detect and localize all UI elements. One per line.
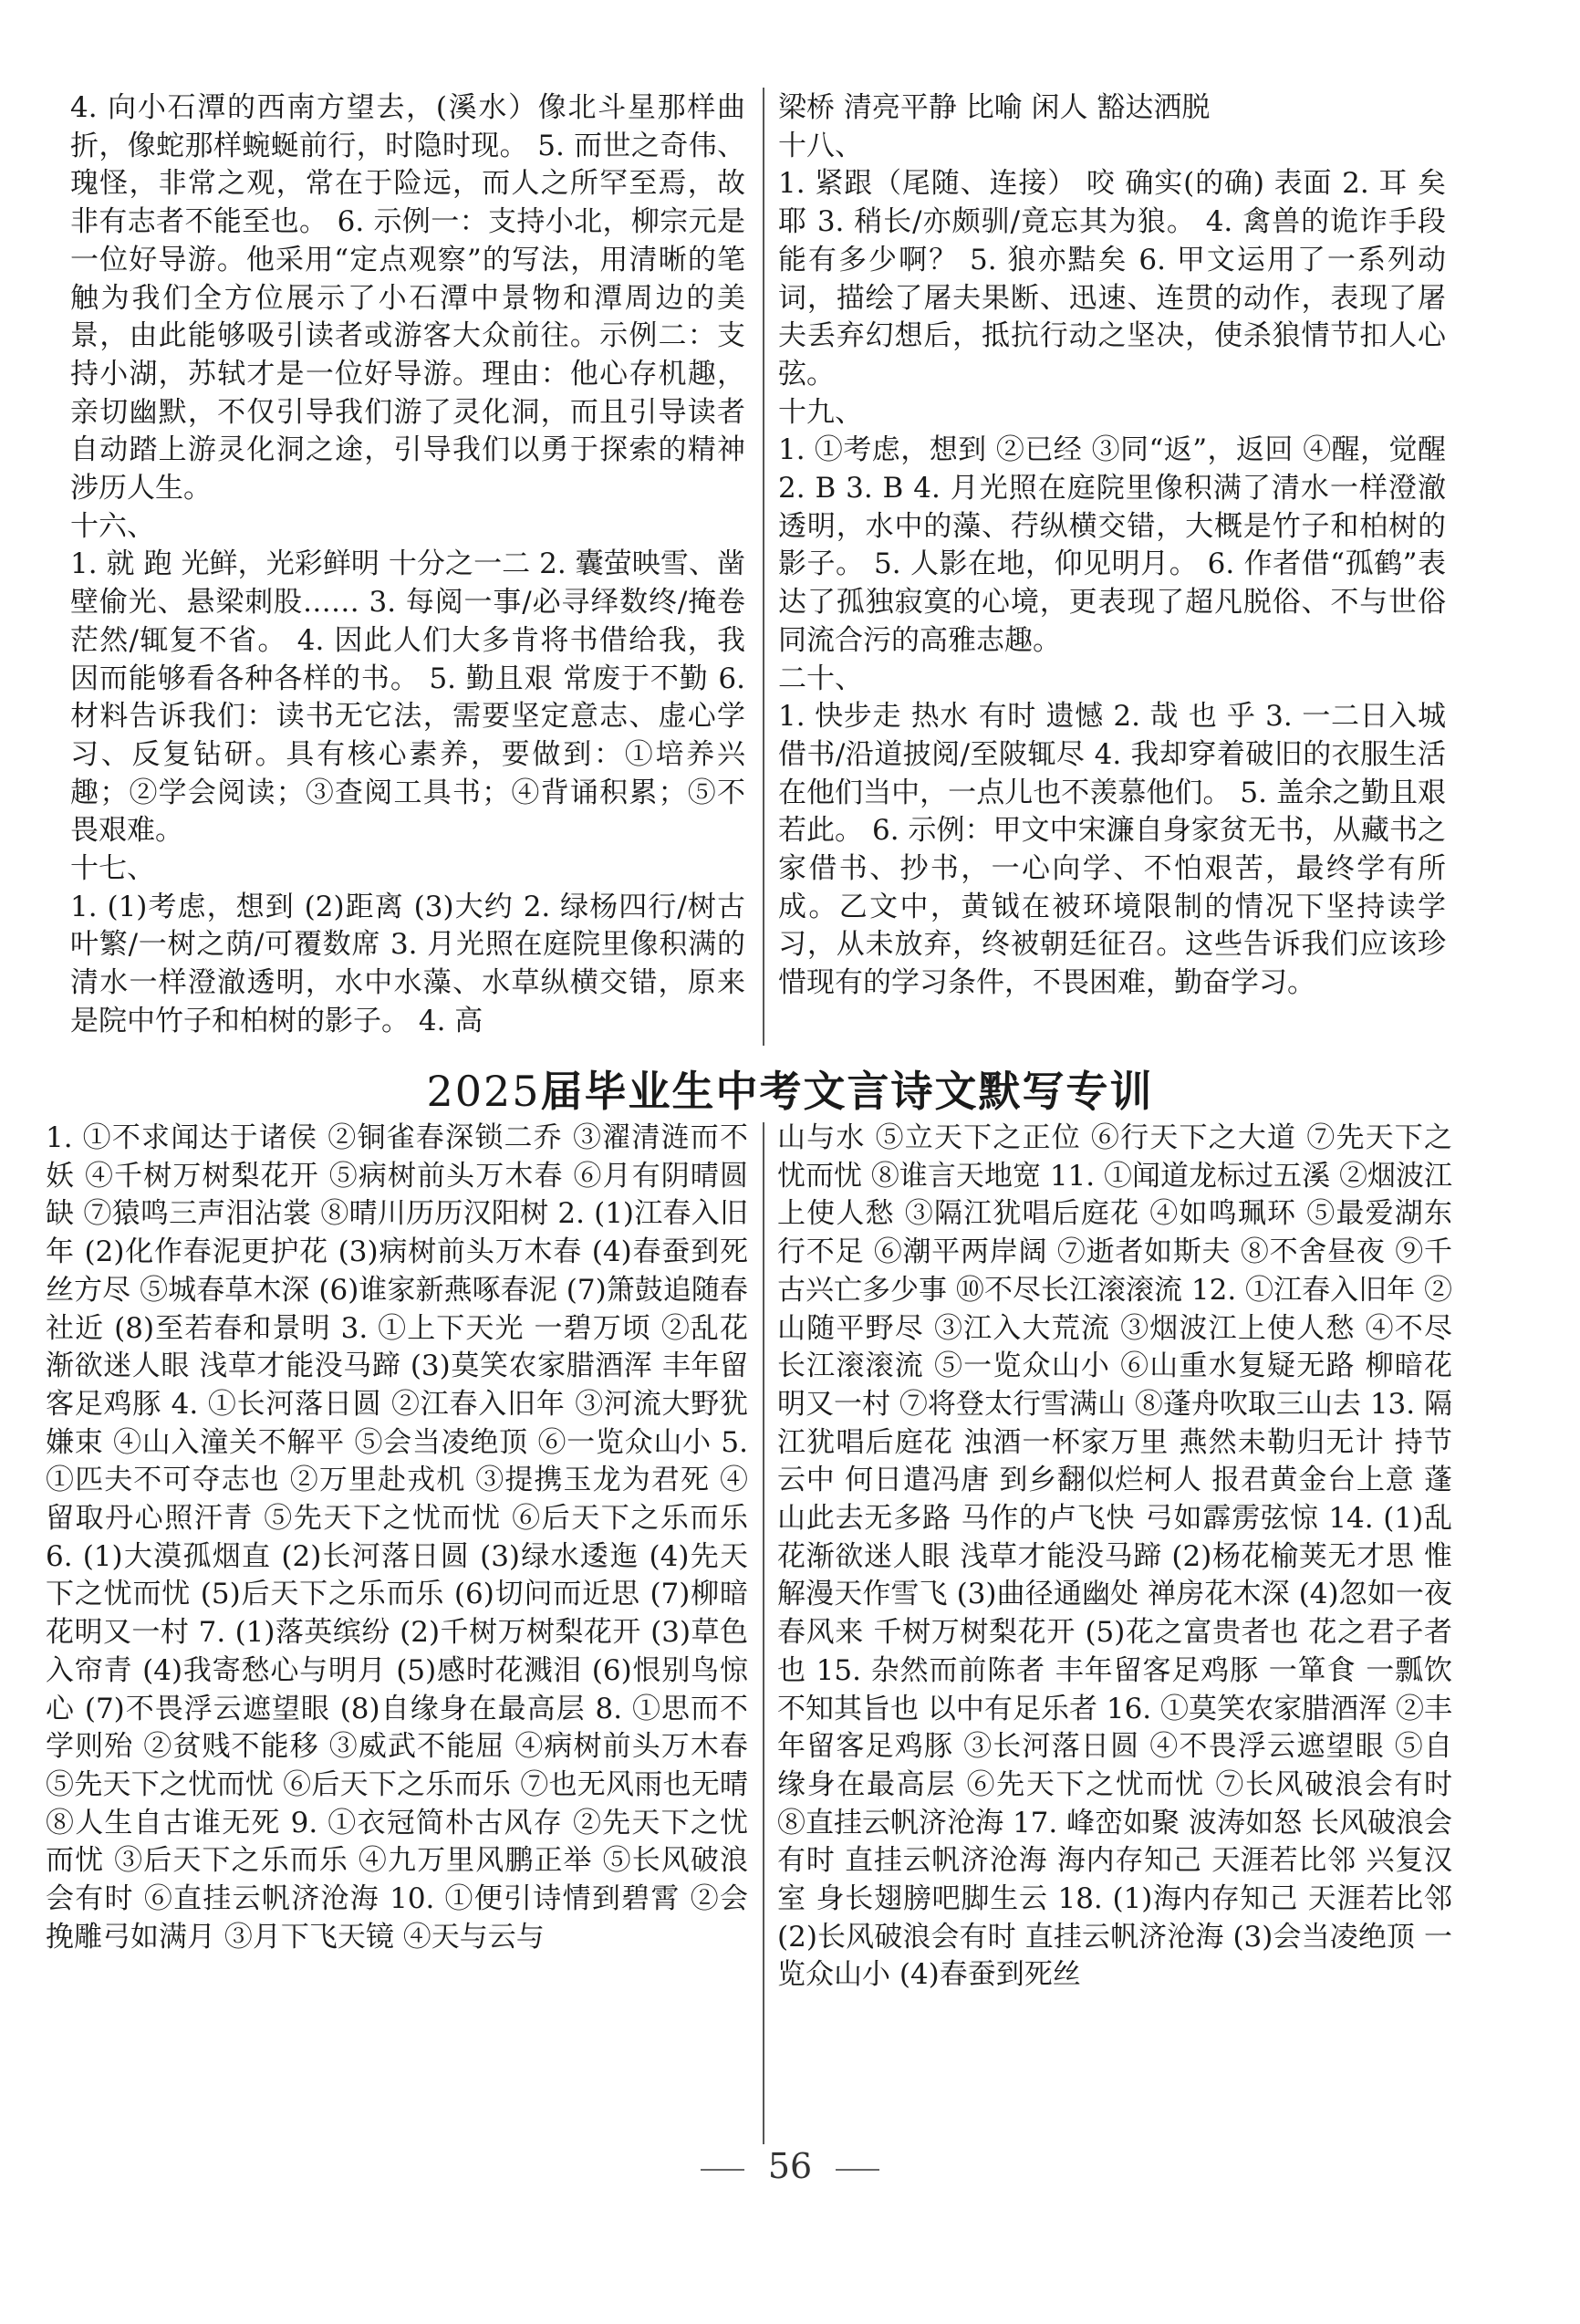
answer-block-16: 1. 就 跑 光鲜，光彩鲜明 十分之一二 2. 囊萤映雪、凿壁偷光、悬梁刺股…… 3. 每阅一事/必寻绎数终/掩卷茫然/辄复不省。 4. 因此人们大多肯将书借给我，我因而能够看各种各样的书。 5. 勤且艰 常废于不勤 6. 材料告诉我们：读书无它法，需要坚定意志、虚心学习、反复钻研。具有核心素养，要做到：①培养兴趣；②学会阅读；③查阅工具书；④背诵积累；⑤不畏艰难。 (70, 547, 745, 848)
answer-block-15-tail: 4. 向小石潭的西南方望去，(溪水）像北斗星那样曲折，像蛇那样蜿蜒前行，时隐时现。 5. 而世之奇伟、瑰怪，非常之观，常在于险远，而人之所罕至焉，故非有志者不能至也。 6. 示例一：支持小北，柳宗元是一位好导游。他采用“定点观察”的写法，用清晰的笔触为我们全方位展示了小石潭中景物和潭周边的美景，由此能够吸引读者或游客大众前往。示例二：支持小湖，苏轼才是一位好导游。理由：他心存机趣，亲切幽默，不仅引导我们游了灵化洞，而且引导读者自动踏上游灵化洞之途，引导我们以勇于探索的精神涉历人生。 (70, 91, 745, 505)
dictation-answers-left: 1. ①不求闻达于诸侯 ②铜雀春深锁二乔 ③濯清涟而不妖 ④千树万树梨花开 ⑤病树前头万木春 ⑥月有阴晴圆缺 ⑦猿鸣三声泪沾裳 ⑧晴川历历汉阳树 2. (1)江春入旧年 (2)化作春泥更护花 (3)病树前头万木春 (4)春蚕到死丝方尽 ⑤城春草木深 (6)谁家新燕啄春泥 (7)箫鼓追随春社近 (8)至若春和景明 3. ①上下天光 一碧万顷 ②乱花渐欲迷人眼 浅草才能没马蹄 (3)莫笑农家腊酒浑 丰年留客足鸡豚 4. ①长河落日圆 ②江春入旧年 ③河流大野犹嫌束 ④山入潼关不解平 ⑤会当凌绝顶 ⑥一览众山小 5. ①匹夫不可夺志也 ②万里赴戎机 ③提携玉龙为君死 ④留取丹心照汗青 ⑤先天下之忧而忧 ⑥后天下之乐而乐 6. (1)大漠孤烟直 (2)长河落日圆 (3)绿水逶迤 (4)先天下之忧而忧 (5)后天下之乐而乐 (6)切问而近思 (7)柳暗花明又一村 7. (1)落英缤纷 (2)千树万树梨花开 (3)草色入帘青 (4)我寄愁心与明月 (5)感时花溅泪 (6)恨别鸟惊心 (7)不畏浮云遮望眼 (8)自缘身在最高层 8. ①思而不学则殆 ②贫贱不能移 ③威武不能屈 ④病树前头万木春 ⑤先天下之忧而忧 ⑥后天下之乐而乐 ⑦也无风雨也无晴 ⑧人生自古谁无死 9. ①衣冠简朴古风存 ②先天下之忧而忧 ③后天下之乐而乐 ④九万里风鹏正举 ⑤长风破浪会有时 ⑥直挂云帆济沧海 10. ①便引诗情到碧霄 ②会挽雕弓如满月 ③月下飞天镜 ④天与云与 (46, 1121, 748, 1954)
section-heading-16: 十六、 (70, 509, 155, 543)
section-heading-19: 十九、 (778, 395, 863, 429)
bottom-right-column (777, 1120, 1452, 1995)
top-left-column (70, 89, 745, 1041)
footer-dash-right (836, 2169, 879, 2171)
column-divider-top (763, 88, 764, 1046)
title-year: 2025 (426, 1067, 541, 1116)
answer-block-19: 1. ①考虑，想到 ②已经 ③同“返”，返回 ④醒，觉醒 2. B 3. B 4. 月光照在庭院里像积满了清水一样澄澈透明，水中的藻、荇纵横交错，大概是竹子和柏树的影子。 5. 人影在地，仰见明月。 6. 作者借“孤鹤”表达了孤独寂寞的心境，更表现了超凡脱俗、不与世俗同流合污的高雅志趣。 (778, 433, 1446, 657)
column-divider-bottom (763, 1122, 764, 2144)
answer-block-17: 1. (1)考虑，想到 (2)距离 (3)大约 2. 绿杨四行/树古叶繁/一树之荫/可覆数席 3. 月光照在庭院里像积满的清水一样澄澈透明，水中水藻、水草纵横交错，原来是院中竹子和柏树的影子。 4. 高 (70, 890, 745, 1037)
answer-block-20: 1. 快步走 热水 有时 遗憾 2. 哉 也 乎 3. 一二日入城借书/沿道披阅/至陂辄尽 4. 我却穿着破旧的衣服生活在他们当中，一点儿也不羡慕他们。 5. 盖余之勤且艰若此。 6. 示例：甲文中宋濂自身家贫无书，从藏书之家借书、抄书，一心向学、不怕艰苦，最终学有所成。乙文中，黄钺在被环境限制的情况下坚持读学习，从未放弃，终被朝廷征召。这些告诉我们应该珍惜现有的学习条件，不畏困难，勤奋学习。 (778, 700, 1446, 1000)
page-title (0, 1058, 1580, 1119)
footer-dash-left (701, 2169, 744, 2171)
bottom-left-column (46, 1120, 748, 1956)
answer-block-18: 1. 紧跟（尾随、连接） 咬 确实(的确) 表面 2. 耳 矣 耶 3. 稍长/亦颇驯/竟忘其为狼。 4. 禽兽的诡诈手段能有多少啊？ 5. 狼亦黠矣 6. 甲文运用了一系列动词，描绘了屠夫果断、迅速、连贯的动作，表现了屠夫丢弃幻想后，抵抗行动之坚决，使杀狼情节扣人心弦。 (778, 167, 1446, 391)
section-heading-20: 二十、 (778, 662, 863, 695)
page-number: 56 (767, 2146, 813, 2186)
dictation-answers-right: 山与水 ⑤立天下之正位 ⑥行天下之大道 ⑦先天下之忧而忧 ⑧谁言天地宽 11. ①闻道龙标过五溪 ②烟波江上使人愁 ③隔江犹唱后庭花 ④如鸣珮环 ⑤最爱湖东行不足 ⑥潮平两岸阔 ⑦逝者如斯夫 ⑧不舍昼夜 ⑨千古兴亡多少事 ⑩不尽长江滚滚流 12. ①江春入旧年 ②山随平野尽 ③江入大荒流 ③烟波江上使人愁 ④不尽长江滚滚流 ⑤一览众山小 ⑥山重水复疑无路 柳暗花明又一村 ⑦将登太行雪满山 ⑧蓬舟吹取三山去 13. 隔江犹唱后庭花 浊酒一杯家万里 燕然未勒归无计 持节云中 何日遣冯唐 到乡翻似烂柯人 报君黄金台上意 蓬山此去无多路 马作的卢飞快 弓如霹雳弦惊 14. (1)乱花渐欲迷人眼 浅草才能没马蹄 (2)杨花榆荚无才思 惟解漫天作雪飞 (3)曲径通幽处 禅房花木深 (4)忽如一夜春风来 千树万树梨花开 (5)花之富贵者也 花之君子者也 15. 杂然而前陈者 丰年留客足鸡豚 一箪食 一瓢饮 不知其旨也 以中有足乐者 16. ①莫笑农家腊酒浑 ②丰年留客足鸡豚 ③长河落日圆 ④不畏浮云遮望眼 ⑤自缘身在最高层 ⑥先天下之忧而忧 ⑦长风破浪会有时 ⑧直挂云帆济沧海 17. 峰峦如聚 波涛如怒 长风破浪会有时 直挂云帆济沧海 海内存知己 天涯若比邻 兴复汉室 身长翅膀吧脚生云 18. (1)海内存知己 天涯若比邻 (2)长风破浪会有时 直挂云帆济沧海 (3)会当凌绝顶 一览众山小 (4)春蚕到死丝 (777, 1121, 1452, 1992)
answer-block-17-tail: 梁桥 清亮平静 比喻 闲人 豁达洒脱 (778, 91, 1211, 124)
title-text: 届毕业生中考文言诗文默写专训 (540, 1067, 1154, 1116)
page-footer (0, 2146, 1580, 2186)
section-heading-17: 十七、 (70, 852, 155, 886)
top-right-column (778, 89, 1446, 1003)
section-heading-18: 十八、 (778, 129, 863, 162)
